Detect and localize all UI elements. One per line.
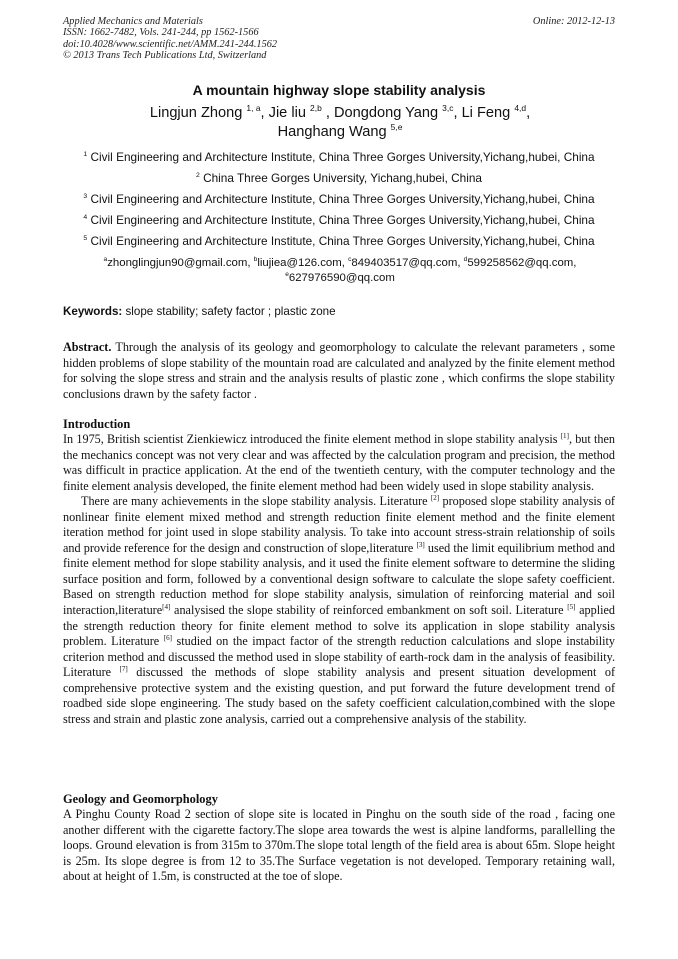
journal-name: Applied Mechanics and Materials [63, 16, 203, 27]
keywords-text: slope stability; safety factor ; plastic zone [122, 305, 336, 318]
author: Jie liu $^{2,b}$ , [268, 103, 334, 121]
abstract [63, 340, 615, 402]
paragraph: In 1975, British scientist Zienkiewicz introduced the finite element method in slope stability analysis [1], but then the mechanics concept was not very clear and was affected by the calculation program and precision, the method was difficult in practice application. At the end of the twentieth century, with the computer technology and the finite element analysis developed, the finite element method had been widely used in slope stability analysis. [63, 431, 615, 493]
author: Dongdong Yang $^{3,c}$, [333, 103, 462, 121]
paragraph: A Pinghu County Road 2 section of slope site is located in Pinghu on the south side of the road , facing one another different with the cigarette factory.The slope area towards the west is alpine landforms, parallelling the loops. Ground elevation is from 315m to 370m.The slope total length of the field area is about 65m. Slope height is 25m. Its slope degree is from 12 to 35.The Surface vegetation is not developed. Temporary retaining wall, about at height of 1.5m, is constructed at the toe of slope. [63, 807, 615, 884]
email[interactable]: $^c$849403517@qq.com, [348, 256, 464, 269]
author: Li Feng $^{4,d}$, [461, 103, 531, 121]
geology-body [63, 807, 615, 885]
keywords [63, 305, 336, 318]
author-list [80, 104, 600, 142]
affiliation: $^5$ Civil Engineering and Architecture Institute, China Three Gorges University,Yichang,hubei, China [83, 234, 595, 248]
geology-heading: Geology and Geomorphology [63, 792, 218, 806]
keywords-label: Keywords: [63, 305, 123, 318]
paragraph: There are many achievements in the slope stability analysis. Literature [2] proposed slope stability analysis of nonlinear finite element mixed method and strength reduction finite element method and the finite element iteration method for joint used in slope stability analysis. To take into account stress-strain relationship of soils and provide reference for the design and construction of slope,literature [3] used the limit equilibrium method and finite element method for slope stability analysis, and it used the finite element software to determine the sliding surface position and form, followed by a conventional design software to calculate the slope safety coefficient. Based on strength reduction method for slope stability analysis, simulation of reinforcing material and soil interaction,literature[4] analysised the slope stability of reinforced embankment on soft soil. Literature [5] applied the strength reduction theory for finite element method to solve its application in slope stability analysis problem. Literature [6] studied on the impact factor of the strength reduction calculations and slope instability criterion method and discussed the method used in slope stability of earth-rock dam in the analysis of feasibility. Literature [7] discussed the methods of slope stability analysis and present situation development of comprehensive protective system and the existing question, and put forward the future development trend of roadbed side slope engineering. The study based on the safety coefficient calculation,combined with the slope stress and strain and plastic zone analysis, carried out a comprehensive analysis of the stability. [63, 494, 615, 726]
doi-line: doi:10.4028/www.scientific.net/AMM.241-244.1562 [63, 38, 278, 50]
abstract-text: Through the analysis of its geology and geomorphology to calculate the relevant parameters , some hidden problems of slope stability of the mountain road are calculated and analyzed by the finite element method for solving the slope stress and strain and the analysis results of plastic zone , which confirms the slope stability conclusions drawn by the safety factor . [63, 340, 615, 401]
email-list [60, 256, 620, 286]
copyright-line: © 2013 Trans Tech Publications Ltd, Switzerland [63, 49, 267, 61]
affiliation: $^4$ Civil Engineering and Architecture Institute, China Three Gorges University,Yichang,hubei, China [83, 213, 595, 227]
affiliation: $^2$ China Three Gorges University, Yichang,hubei, China [195, 171, 482, 185]
online-date: Online: 2012-12-13 [532, 16, 615, 27]
introduction-body [63, 432, 615, 727]
issn-line: ISSN: 1662-7482, Vols. 241-244, pp 1562-1566 [63, 27, 259, 39]
abstract-label: Abstract. [63, 340, 112, 354]
paper-title: A mountain highway slope stability analysis [192, 82, 486, 98]
introduction-heading: Introduction [63, 417, 131, 431]
email[interactable]: $^e$627976590@qq.com [285, 271, 395, 284]
email[interactable]: $^d$599258562@qq.com, [463, 256, 577, 269]
email[interactable]: $^a$zhonglingjun90@gmail.com, [103, 256, 254, 269]
email[interactable]: $^b$liujiea@126.com, [253, 256, 349, 269]
affiliation: $^3$ Civil Engineering and Architecture Institute, China Three Gorges University,Yichang,hubei, China [83, 192, 595, 206]
author: Hanghang Wang $^{5,e}$ [277, 122, 403, 140]
affiliation: $^1$ Civil Engineering and Architecture Institute, China Three Gorges University,Yichang,hubei, China [83, 150, 595, 164]
author: Lingjun Zhong $^{1, a}$, [149, 103, 269, 121]
journal-header [63, 16, 615, 61]
